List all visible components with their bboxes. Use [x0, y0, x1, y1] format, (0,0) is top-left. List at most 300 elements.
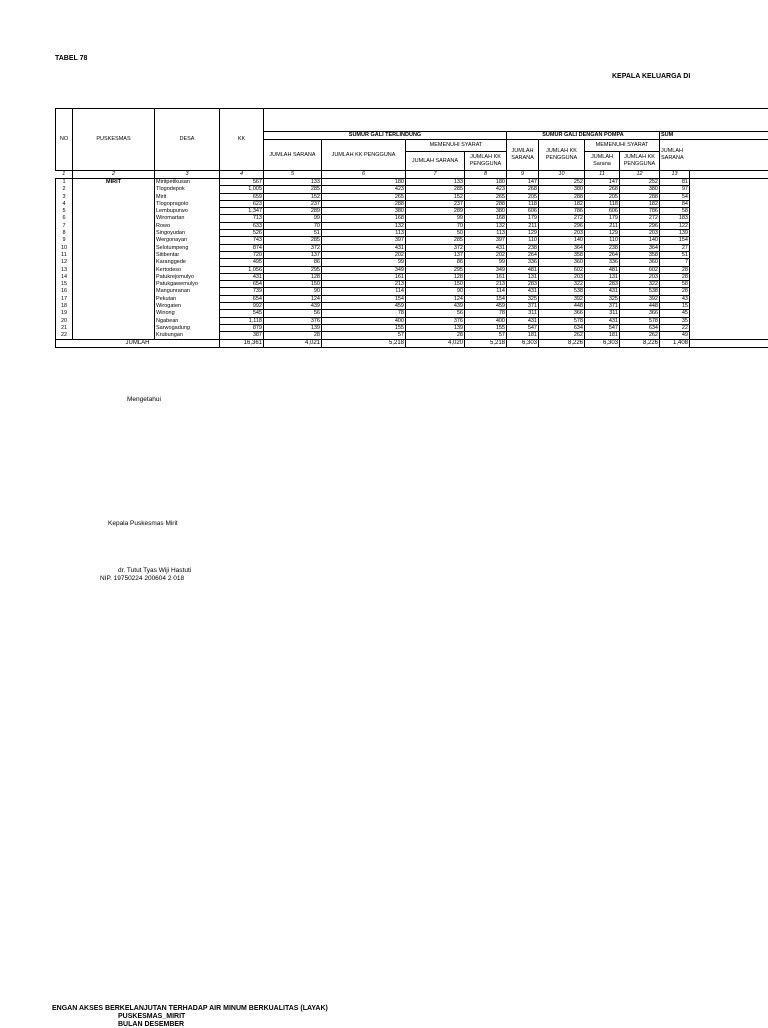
- cell-sgt-ms-sarana: 372: [406, 244, 465, 251]
- cell-sgt-ms-kk: 380: [465, 208, 507, 215]
- cell-no: 19: [56, 310, 73, 317]
- cell-desa: Wergonayan: [155, 237, 220, 244]
- cell-sgp-jumlah-kk: 364: [539, 244, 585, 251]
- cell-next-jumlah-sarana: 28: [660, 266, 690, 273]
- cell-puskesmas: [73, 288, 155, 295]
- cell-sgp-ms-kk: 252: [620, 179, 660, 186]
- header-jumlah-sarana-3: JUMLAH SARANA: [660, 140, 690, 171]
- cell-sgt-jumlah-kk: 113: [322, 230, 406, 237]
- total-sgt-jumlah-sarana: 4,021: [264, 339, 322, 347]
- cell-sgt-ms-kk: 265: [465, 193, 507, 200]
- cell-puskesmas: [73, 208, 155, 215]
- cell-sgt-ms-sarana: 128: [406, 273, 465, 280]
- column-number: 1: [56, 171, 73, 179]
- table-row: [56, 310, 768, 317]
- cell-kk: 1,118: [220, 317, 264, 324]
- cell-desa: Mangunranan: [155, 288, 220, 295]
- cell-sgt-ms-sarana: 439: [406, 303, 465, 310]
- cell-sgp-jumlah-sarana: 147: [507, 179, 539, 186]
- cell-no: 4: [56, 200, 73, 207]
- cell-sgp-jumlah-kk: 366: [539, 310, 585, 317]
- cell-sgt-jumlah-kk: 213: [322, 281, 406, 288]
- cell-sgt-ms-sarana: 137: [406, 251, 465, 258]
- cell-no: 11: [56, 251, 73, 258]
- cell-sgp-jumlah-sarana: 547: [507, 324, 539, 331]
- cell-sgt-jumlah-sarana: 285: [264, 237, 322, 244]
- footer-title-line2: PUSKESMAS_MIRIT: [118, 1013, 185, 1020]
- total-sgt-ms-sarana: 4,020: [406, 339, 465, 347]
- column-number: 4: [220, 171, 264, 179]
- cell-sgp-ms-kk: 448: [620, 303, 660, 310]
- table-row: [56, 244, 768, 251]
- cell-sgp-jumlah-sarana: 431: [507, 288, 539, 295]
- cell-next-jumlah-sarana: 7: [660, 259, 690, 266]
- cell-sgp-jumlah-kk: 140: [539, 237, 585, 244]
- cell-sgt-jumlah-sarana: 285: [264, 186, 322, 193]
- total-sgt-jumlah-kk: 5,218: [322, 339, 406, 347]
- cell-sgt-ms-kk: 168: [465, 215, 507, 222]
- cell-kk: 720: [220, 251, 264, 258]
- cell-next-jumlah-sarana: 22: [660, 324, 690, 331]
- cell-sgp-ms-sarana: 131: [585, 273, 620, 280]
- cell-sgt-jumlah-kk: 349: [322, 266, 406, 273]
- cell-puskesmas: [73, 332, 155, 339]
- cell-kk: 387: [220, 332, 264, 339]
- cell-sgt-jumlah-sarana: 289: [264, 208, 322, 215]
- cell-sgp-ms-sarana: 283: [585, 281, 620, 288]
- cell-sgt-ms-kk: 180: [465, 179, 507, 186]
- table-row: [56, 222, 768, 229]
- cell-sgp-jumlah-sarana: 131: [507, 273, 539, 280]
- cell-desa: Ngabean: [155, 317, 220, 324]
- cell-sgp-ms-sarana: 118: [585, 200, 620, 207]
- header-puskesmas: PUSKESMAS: [73, 109, 155, 171]
- cell-sgt-ms-sarana: 150: [406, 281, 465, 288]
- cell-sgp-jumlah-sarana: 283: [507, 281, 539, 288]
- cell-puskesmas: [73, 310, 155, 317]
- cell-no: 18: [56, 303, 73, 310]
- header-jumlah-sarana: JUMLAH SARANA: [264, 140, 322, 171]
- cell-sgt-ms-sarana: 289: [406, 208, 465, 215]
- table-row: [56, 208, 768, 215]
- cell-no: 14: [56, 273, 73, 280]
- cell-sgp-ms-sarana: 238: [585, 244, 620, 251]
- cell-no: 21: [56, 324, 73, 331]
- cell-puskesmas: MIRIT: [73, 179, 155, 186]
- cell-desa: Tlogodepok: [155, 186, 220, 193]
- cell-sgt-ms-sarana: 86: [406, 259, 465, 266]
- cell-sgp-ms-sarana: 181: [585, 332, 620, 339]
- cell-sgp-ms-kk: 182: [620, 200, 660, 207]
- cell-desa: Patukgawemulyo: [155, 281, 220, 288]
- cell-sgt-jumlah-kk: 431: [322, 244, 406, 251]
- cell-sgp-ms-kk: 364: [620, 244, 660, 251]
- table-row: [56, 317, 768, 324]
- cell-sgp-ms-sarana: 325: [585, 295, 620, 302]
- cell-sgp-jumlah-kk: 358: [539, 251, 585, 258]
- cell-sgt-jumlah-kk: 168: [322, 215, 406, 222]
- cell-sgt-ms-kk: 397: [465, 237, 507, 244]
- cell-sgp-ms-sarana: 547: [585, 324, 620, 331]
- cell-desa: Wiromartan: [155, 215, 220, 222]
- cell-sgp-jumlah-sarana: 481: [507, 266, 539, 273]
- cell-next-jumlah-sarana: 43: [660, 295, 690, 302]
- cell-desa: Sitibentar: [155, 251, 220, 258]
- cell-sgt-jumlah-sarana: 99: [264, 215, 322, 222]
- cell-no: 9: [56, 237, 73, 244]
- cell-desa: Singoyudan: [155, 230, 220, 237]
- cell-puskesmas: [73, 303, 155, 310]
- cell-sgt-jumlah-sarana: 86: [264, 259, 322, 266]
- cell-sgt-jumlah-kk: 400: [322, 317, 406, 324]
- cell-next-jumlah-sarana: 15: [660, 303, 690, 310]
- cell-sgp-ms-kk: 366: [620, 310, 660, 317]
- header-jumlah-kk-pengguna-2: JUMLAH KK PENGGUNA: [539, 140, 585, 171]
- header-jumlah-sarana-2: JUMLAH SARANA: [507, 140, 539, 171]
- cell-sgt-jumlah-sarana: 28: [264, 332, 322, 339]
- cell-kk: 623: [220, 200, 264, 207]
- header-memenuhi-syarat-2: MEMENUHI SYARAT: [585, 140, 660, 152]
- group-sum-truncated: SUM: [660, 132, 768, 140]
- cell-sgp-jumlah-kk: 448: [539, 303, 585, 310]
- column-number-row: [56, 171, 768, 179]
- cell-sgp-jumlah-sarana: 179: [507, 215, 539, 222]
- cell-sgp-jumlah-kk: 288: [539, 193, 585, 200]
- cell-sgp-ms-kk: 578: [620, 317, 660, 324]
- cell-no: 2: [56, 186, 73, 193]
- header-memenuhi-syarat-1: MEMENUHI SYARAT: [406, 140, 507, 152]
- total-sgp-jumlah-sarana: 6,303: [507, 339, 539, 347]
- cell-next-jumlah-sarana: 183: [660, 215, 690, 222]
- cell-sgt-ms-sarana: 139: [406, 324, 465, 331]
- cell-sgp-jumlah-sarana: 336: [507, 259, 539, 266]
- cell-sgp-jumlah-sarana: 431: [507, 317, 539, 324]
- cell-sgp-jumlah-kk: 322: [539, 281, 585, 288]
- cell-sgt-jumlah-sarana: 51: [264, 230, 322, 237]
- header-desa: DESA: [155, 109, 220, 171]
- table-row: [56, 332, 768, 339]
- cell-sgt-jumlah-kk: 380: [322, 208, 406, 215]
- cell-sgt-ms-sarana: 50: [406, 230, 465, 237]
- cell-sgt-jumlah-kk: 161: [322, 273, 406, 280]
- cell-sgp-ms-sarana: 336: [585, 259, 620, 266]
- cell-no: 12: [56, 259, 73, 266]
- column-number: 6: [322, 171, 406, 179]
- cell-desa: Winong: [155, 310, 220, 317]
- table-row: [56, 288, 768, 295]
- header-ms-jumlah-sarana: JUMLAH SARANA: [406, 152, 465, 171]
- cell-no: 15: [56, 281, 73, 288]
- cell-sgp-ms-sarana: 264: [585, 251, 620, 258]
- cell-sgt-jumlah-kk: 132: [322, 222, 406, 229]
- cell-desa: Sarwogadung: [155, 324, 220, 331]
- table-row: [56, 273, 768, 280]
- cell-puskesmas: [73, 244, 155, 251]
- cell-next-jumlah-sarana: 45: [660, 310, 690, 317]
- cell-sgt-jumlah-kk: 78: [322, 310, 406, 317]
- cell-sgp-ms-kk: 602: [620, 266, 660, 273]
- header-ms2-jumlah-sarana: JUMLAH Sarana: [585, 152, 620, 171]
- cell-kk: 545: [220, 310, 264, 317]
- cell-no: 6: [56, 215, 73, 222]
- cell-sgp-ms-sarana: 606: [585, 208, 620, 215]
- cell-sgt-ms-sarana: 133: [406, 179, 465, 186]
- cell-sgt-jumlah-sarana: 237: [264, 200, 322, 207]
- cell-desa: Tlogopragoto: [155, 200, 220, 207]
- cell-next-jumlah-sarana: 28: [660, 288, 690, 295]
- cell-desa: Rowo: [155, 222, 220, 229]
- cell-no: 1: [56, 179, 73, 186]
- cell-sgp-jumlah-sarana: 264: [507, 251, 539, 258]
- cell-no: 22: [56, 332, 73, 339]
- cell-sgp-jumlah-kk: 296: [539, 222, 585, 229]
- cell-puskesmas: [73, 237, 155, 244]
- cell-kk: 713: [220, 215, 264, 222]
- cell-puskesmas: [73, 281, 155, 288]
- cell-no: 8: [56, 230, 73, 237]
- header-jumlah-kk-pengguna: JUMLAH KK PENGGUNA: [322, 140, 406, 171]
- total-kk: 16,361: [220, 339, 264, 347]
- cell-sgt-jumlah-kk: 265: [322, 193, 406, 200]
- signature-mengetahui: Mengetahui: [127, 396, 161, 403]
- cell-sgp-ms-kk: 272: [620, 215, 660, 222]
- cell-sgt-jumlah-sarana: 137: [264, 251, 322, 258]
- cell-kk: 495: [220, 259, 264, 266]
- column-number: 8: [465, 171, 507, 179]
- cell-sgp-ms-kk: 203: [620, 230, 660, 237]
- cell-sgt-ms-sarana: 152: [406, 193, 465, 200]
- signature-name: dr. Tutut Tyas Wiji Hastuti: [118, 567, 191, 574]
- cell-sgt-ms-sarana: 124: [406, 295, 465, 302]
- cell-sgp-jumlah-kk: 252: [539, 179, 585, 186]
- cell-sgt-jumlah-sarana: 439: [264, 303, 322, 310]
- cell-sgp-ms-kk: 358: [620, 251, 660, 258]
- cell-sgt-ms-sarana: 237: [406, 200, 465, 207]
- cell-sgt-ms-sarana: 295: [406, 266, 465, 273]
- cell-kk: 879: [220, 324, 264, 331]
- cell-sgt-ms-sarana: 90: [406, 288, 465, 295]
- footer-title-line1: ENGAN AKSES BERKELANJUTAN TERHADAP AIR MINUM BERKUALITAS (LAYAK): [52, 1005, 328, 1012]
- cell-sgp-jumlah-sarana: 606: [507, 208, 539, 215]
- data-table: [55, 108, 768, 348]
- cell-sgt-ms-kk: 154: [465, 295, 507, 302]
- cell-sgp-ms-sarana: 431: [585, 317, 620, 324]
- cell-desa: Krubungan: [155, 332, 220, 339]
- group-sumur-gali-pompa: SUMUR GALI DENGAN POMPA: [507, 132, 660, 140]
- cell-sgt-jumlah-sarana: 295: [264, 266, 322, 273]
- cell-puskesmas: [73, 266, 155, 273]
- cell-no: 20: [56, 317, 73, 324]
- cell-kk: 992: [220, 303, 264, 310]
- total-sgp-ms-sarana: 6,303: [585, 339, 620, 347]
- cell-sgp-jumlah-sarana: 371: [507, 303, 539, 310]
- cell-puskesmas: [73, 215, 155, 222]
- cell-sgt-ms-kk: 114: [465, 288, 507, 295]
- cell-sgp-ms-sarana: 179: [585, 215, 620, 222]
- cell-sgp-jumlah-sarana: 268: [507, 186, 539, 193]
- cell-sgt-jumlah-sarana: 128: [264, 273, 322, 280]
- total-label: JUMLAH: [56, 339, 220, 347]
- cell-sgt-jumlah-kk: 459: [322, 303, 406, 310]
- cell-next-jumlah-sarana: 139: [660, 230, 690, 237]
- cell-next-jumlah-sarana: 28: [660, 273, 690, 280]
- cell-next-jumlah-sarana: 51: [660, 251, 690, 258]
- signature-nip: NIP. 19750224 200604 2 018: [100, 575, 184, 582]
- data-table-wrapper: [55, 108, 768, 380]
- cell-kk: 526: [220, 230, 264, 237]
- cell-sgt-ms-kk: 202: [465, 251, 507, 258]
- cell-sgp-jumlah-kk: 578: [539, 317, 585, 324]
- column-number: 12: [620, 171, 660, 179]
- cell-desa: Mirit: [155, 193, 220, 200]
- cell-sgt-ms-sarana: 99: [406, 215, 465, 222]
- cell-kk: 739: [220, 288, 264, 295]
- cell-sgt-jumlah-sarana: 372: [264, 244, 322, 251]
- cell-puskesmas: [73, 317, 155, 324]
- cell-sgp-ms-sarana: 481: [585, 266, 620, 273]
- cell-desa: Lembupurwo: [155, 208, 220, 215]
- column-number: 11: [585, 171, 620, 179]
- cell-sgp-jumlah-sarana: 311: [507, 310, 539, 317]
- cell-no: 3: [56, 193, 73, 200]
- total-next-jumlah-sarana: 1,408: [660, 339, 690, 347]
- cell-sgp-jumlah-sarana: 211: [507, 222, 539, 229]
- table-row: [56, 186, 768, 193]
- cell-kk: 743: [220, 237, 264, 244]
- table-row: [56, 266, 768, 273]
- cell-sgt-ms-kk: 99: [465, 259, 507, 266]
- cell-sgt-jumlah-sarana: 376: [264, 317, 322, 324]
- cell-sgt-ms-sarana: 70: [406, 222, 465, 229]
- cell-puskesmas: [73, 222, 155, 229]
- cell-no: 16: [56, 288, 73, 295]
- cell-kk: 874: [220, 244, 264, 251]
- cell-sgp-ms-kk: 296: [620, 222, 660, 229]
- cell-sgp-ms-kk: 380: [620, 186, 660, 193]
- cell-no: 17: [56, 295, 73, 302]
- cell-desa: Wirogaten: [155, 303, 220, 310]
- cell-sgp-jumlah-kk: 272: [539, 215, 585, 222]
- cell-sgt-ms-sarana: 285: [406, 237, 465, 244]
- cell-sgt-jumlah-kk: 155: [322, 324, 406, 331]
- cell-sgp-ms-kk: 392: [620, 295, 660, 302]
- cell-sgp-ms-kk: 634: [620, 324, 660, 331]
- cell-sgp-ms-sarana: 371: [585, 303, 620, 310]
- cell-sgt-ms-sarana: 285: [406, 186, 465, 193]
- table-row: [56, 237, 768, 244]
- cell-sgt-ms-sarana: 28: [406, 332, 465, 339]
- cell-sgt-jumlah-sarana: 124: [264, 295, 322, 302]
- cell-sgt-ms-kk: 423: [465, 186, 507, 193]
- table-row: [56, 193, 768, 200]
- cell-kk: 431: [220, 273, 264, 280]
- cell-kk: 659: [220, 193, 264, 200]
- table-row: [56, 230, 768, 237]
- cell-next-jumlah-sarana: 122: [660, 222, 690, 229]
- cell-sgp-ms-sarana: 268: [585, 186, 620, 193]
- cell-next-jumlah-sarana: 97: [660, 186, 690, 193]
- table-row: [56, 324, 768, 331]
- cell-puskesmas: [73, 324, 155, 331]
- table-row: [56, 259, 768, 266]
- cell-desa: Kertodeso: [155, 266, 220, 273]
- cell-sgp-jumlah-sarana: 238: [507, 244, 539, 251]
- cell-puskesmas: [73, 186, 155, 193]
- cell-puskesmas: [73, 200, 155, 207]
- cell-sgp-jumlah-kk: 380: [539, 186, 585, 193]
- total-row: [56, 339, 768, 347]
- cell-sgt-ms-kk: 113: [465, 230, 507, 237]
- cell-sgt-ms-kk: 459: [465, 303, 507, 310]
- column-number: 2: [73, 171, 155, 179]
- column-number: 10: [539, 171, 585, 179]
- cell-next-jumlah-sarana: 27: [660, 244, 690, 251]
- cell-sgp-ms-kk: 538: [620, 288, 660, 295]
- table-body: [56, 179, 768, 340]
- cell-sgp-jumlah-kk: 634: [539, 324, 585, 331]
- cell-puskesmas: [73, 295, 155, 302]
- column-number: 7: [406, 171, 465, 179]
- cell-sgt-ms-kk: 132: [465, 222, 507, 229]
- column-number: 13: [660, 171, 690, 179]
- cell-no: 7: [56, 222, 73, 229]
- table-row: [56, 281, 768, 288]
- cell-sgt-jumlah-kk: 180: [322, 179, 406, 186]
- cell-sgt-ms-kk: 78: [465, 310, 507, 317]
- cell-sgp-ms-kk: 786: [620, 208, 660, 215]
- cell-sgp-ms-kk: 262: [620, 332, 660, 339]
- table-row: [56, 200, 768, 207]
- column-number: 9: [507, 171, 539, 179]
- cell-no: 5: [56, 208, 73, 215]
- cell-sgt-jumlah-sarana: 152: [264, 193, 322, 200]
- cell-sgp-ms-sarana: 205: [585, 193, 620, 200]
- cell-kk: 633: [220, 222, 264, 229]
- cell-sgp-jumlah-kk: 203: [539, 273, 585, 280]
- cell-next-jumlah-sarana: 54: [660, 193, 690, 200]
- cell-sgp-jumlah-kk: 182: [539, 200, 585, 207]
- cell-kk: 1,347: [220, 208, 264, 215]
- cell-sgt-ms-kk: 57: [465, 332, 507, 339]
- cell-puskesmas: [73, 251, 155, 258]
- header-right-text: KEPALA KELUARGA DI: [612, 73, 690, 80]
- cell-sgt-jumlah-sarana: 90: [264, 288, 322, 295]
- cell-next-jumlah-sarana: 58: [660, 281, 690, 288]
- cell-sgp-jumlah-sarana: 118: [507, 200, 539, 207]
- cell-puskesmas: [73, 230, 155, 237]
- table-row: [56, 303, 768, 310]
- cell-sgp-jumlah-kk: 786: [539, 208, 585, 215]
- cell-sgt-jumlah-kk: 288: [322, 200, 406, 207]
- cell-desa: Karanggede: [155, 259, 220, 266]
- cell-sgt-ms-kk: 161: [465, 273, 507, 280]
- total-sgt-ms-kk: 5,218: [465, 339, 507, 347]
- cell-sgp-jumlah-kk: 602: [539, 266, 585, 273]
- cell-sgp-ms-sarana: 211: [585, 222, 620, 229]
- cell-next-jumlah-sarana: 49: [660, 332, 690, 339]
- cell-kk: 654: [220, 295, 264, 302]
- cell-sgp-jumlah-sarana: 129: [507, 230, 539, 237]
- cell-sgt-jumlah-sarana: 139: [264, 324, 322, 331]
- total-sgp-jumlah-kk: 8,226: [539, 339, 585, 347]
- cell-sgt-ms-sarana: 376: [406, 317, 465, 324]
- cell-next-jumlah-sarana: 81: [660, 179, 690, 186]
- table-row: [56, 179, 768, 186]
- cell-sgp-ms-kk: 322: [620, 281, 660, 288]
- cell-desa: Selotumpeng: [155, 244, 220, 251]
- cell-sgt-jumlah-sarana: 56: [264, 310, 322, 317]
- cell-sgp-ms-sarana: 129: [585, 230, 620, 237]
